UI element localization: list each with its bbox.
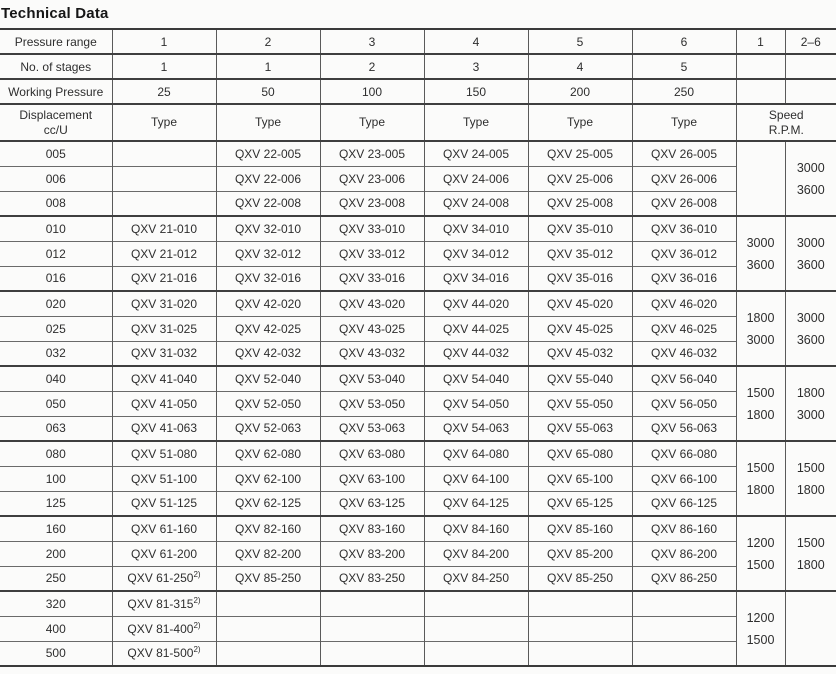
- type-cell: QXV 82-160: [216, 516, 320, 541]
- speed-value: 3600: [796, 257, 825, 272]
- type-cell: QXV 41-063: [112, 416, 216, 441]
- page-title: Technical Data: [1, 5, 109, 22]
- type-cell: QXV 35-010: [528, 216, 632, 241]
- displacement-cell: 320: [0, 591, 112, 616]
- type-header: Type: [424, 104, 528, 141]
- type-cell: QXV 45-025: [528, 316, 632, 341]
- speed-cell-range-2-6: [785, 591, 836, 666]
- speed-value: 3000: [796, 310, 825, 325]
- type-cell: QXV 65-100: [528, 466, 632, 491]
- type-cell: QXV 25-005: [528, 141, 632, 166]
- type-cell: QXV 21-016: [112, 266, 216, 291]
- speed-cell-range-2-6: [785, 441, 836, 516]
- type-cell: [112, 166, 216, 191]
- type-cell: QXV 52-040: [216, 366, 320, 391]
- displacement-cell: 040: [0, 366, 112, 391]
- displacement-unit: cc/U: [43, 122, 68, 137]
- type-header: Type: [632, 104, 736, 141]
- type-cell: QXV 45-020: [528, 291, 632, 316]
- type-cell: QXV 64-100: [424, 466, 528, 491]
- type-cell: [216, 641, 320, 666]
- type-cell: QXV 86-160: [632, 516, 736, 541]
- displacement-cell: 200: [0, 541, 112, 566]
- type-cell: QXV 31-020: [112, 291, 216, 316]
- stages-value: 4: [528, 54, 632, 79]
- type-cell: QXV 26-006: [632, 166, 736, 191]
- type-cell: [424, 616, 528, 641]
- speed-cell-range-1: [736, 216, 785, 291]
- type-cell: QXV 81-400$^{2)}$: [112, 616, 216, 641]
- type-header: Type: [528, 104, 632, 141]
- speed-value: 1500: [746, 385, 775, 400]
- type-cell: QXV 43-020: [320, 291, 424, 316]
- displacement-cell: 400: [0, 616, 112, 641]
- type-cell: QXV 22-008: [216, 191, 320, 216]
- type-cell: QXV 42-020: [216, 291, 320, 316]
- footnote-marker: 2): [193, 570, 201, 580]
- type-cell: QXV 43-032: [320, 341, 424, 366]
- table-row: [0, 391, 836, 416]
- type-cell: [632, 591, 736, 616]
- type-cell: QXV 42-032: [216, 341, 320, 366]
- pressure-range-value: 3: [320, 29, 424, 54]
- type-cell: QXV 63-100: [320, 466, 424, 491]
- type-cell: QXV 65-080: [528, 441, 632, 466]
- type-cell: [112, 191, 216, 216]
- displacement-cell: 008: [0, 191, 112, 216]
- pressure-range-value: 6: [632, 29, 736, 54]
- type-cell: QXV 23-006: [320, 166, 424, 191]
- type-cell: QXV 83-250: [320, 566, 424, 591]
- type-cell: QXV 61-160: [112, 516, 216, 541]
- type-cell: QXV 84-250: [424, 566, 528, 591]
- type-header: Type: [112, 104, 216, 141]
- displacement-cell: 005: [0, 141, 112, 166]
- type-cell: QXV 55-040: [528, 366, 632, 391]
- speed-value: 1200: [746, 610, 775, 625]
- speed-cell-range-2-6: [785, 516, 836, 591]
- technical-data-table: [0, 28, 836, 667]
- row-label-pressure-range: Pressure range: [0, 29, 112, 54]
- working-pressure-value: 25: [112, 79, 216, 104]
- speed-value: 1500: [746, 557, 775, 572]
- type-cell: QXV 41-040: [112, 366, 216, 391]
- table-row: [0, 491, 836, 516]
- type-cell: QXV 66-100: [632, 466, 736, 491]
- type-cell: QXV 85-250: [216, 566, 320, 591]
- type-cell: QXV 36-010: [632, 216, 736, 241]
- type-cell: QXV 56-040: [632, 366, 736, 391]
- type-header: Type: [320, 104, 424, 141]
- type-cell: QXV 46-020: [632, 291, 736, 316]
- type-cell: QXV 82-200: [216, 541, 320, 566]
- table-row: [0, 241, 836, 266]
- type-cell: [424, 591, 528, 616]
- type-cell: QXV 54-063: [424, 416, 528, 441]
- type-cell: QXV 34-012: [424, 241, 528, 266]
- speed-empty-cell: [736, 79, 785, 104]
- speed-cell-range-2-6: [785, 366, 836, 441]
- type-cell: QXV 56-050: [632, 391, 736, 416]
- type-cell: QXV 32-016: [216, 266, 320, 291]
- type-cell: QXV 64-080: [424, 441, 528, 466]
- type-cell: QXV 66-125: [632, 491, 736, 516]
- table-row: [0, 441, 836, 466]
- speed-value: 3000: [796, 235, 825, 250]
- type-cell: QXV 33-016: [320, 266, 424, 291]
- speed-value: 1800: [746, 482, 775, 497]
- footnote-marker: 2): [193, 595, 201, 605]
- type-cell: QXV 33-010: [320, 216, 424, 241]
- speed-cell-range-1: [736, 441, 785, 516]
- displacement-cell: 012: [0, 241, 112, 266]
- type-cell: QXV 34-016: [424, 266, 528, 291]
- row-label-displacement: [0, 104, 112, 141]
- type-cell: QXV 53-050: [320, 391, 424, 416]
- table-row: [0, 216, 836, 241]
- speed-value: 1500: [796, 460, 825, 475]
- type-cell: QXV 63-080: [320, 441, 424, 466]
- speed-value: 3000: [746, 332, 775, 347]
- row-label-stages: No. of stages: [0, 54, 112, 79]
- type-cell: QXV 53-063: [320, 416, 424, 441]
- type-cell: QXV 31-025: [112, 316, 216, 341]
- type-cell: QXV 22-006: [216, 166, 320, 191]
- speed-value: 1800: [746, 407, 775, 422]
- table-row: [0, 266, 836, 291]
- speed-label: Speed: [768, 107, 804, 122]
- catalog-page: [0, 5, 836, 667]
- type-cell: [216, 616, 320, 641]
- speed-empty-cell: [785, 54, 836, 79]
- speed-cell-range-2-6: [785, 291, 836, 366]
- type-cell: QXV 43-025: [320, 316, 424, 341]
- type-cell: [528, 591, 632, 616]
- type-cell: QXV 42-025: [216, 316, 320, 341]
- speed-value: 1500: [746, 460, 775, 475]
- working-pressure-value: 100: [320, 79, 424, 104]
- displacement-cell: 006: [0, 166, 112, 191]
- working-pressure-value: 150: [424, 79, 528, 104]
- type-cell: QXV 81-500$^{2)}$: [112, 641, 216, 666]
- type-cell: QXV 44-025: [424, 316, 528, 341]
- displacement-cell: 250: [0, 566, 112, 591]
- table-body: [0, 141, 836, 666]
- type-cell: QXV 26-008: [632, 191, 736, 216]
- type-cell: [320, 591, 424, 616]
- type-cell: QXV 21-012: [112, 241, 216, 266]
- type-header: Type: [216, 104, 320, 141]
- working-pressure-value: 250: [632, 79, 736, 104]
- displacement-cell: 025: [0, 316, 112, 341]
- type-cell: QXV 52-063: [216, 416, 320, 441]
- displacement-cell: 160: [0, 516, 112, 541]
- speed-value: 1800: [796, 557, 825, 572]
- speed-col-header-2-6: 2–6: [785, 29, 836, 54]
- stages-value: 2: [320, 54, 424, 79]
- type-cell: QXV 66-080: [632, 441, 736, 466]
- displacement-cell: 016: [0, 266, 112, 291]
- type-cell: QXV 36-016: [632, 266, 736, 291]
- pressure-range-value: 5: [528, 29, 632, 54]
- speed-value: 1800: [796, 385, 825, 400]
- speed-value: 1800: [796, 482, 825, 497]
- type-cell: QXV 83-160: [320, 516, 424, 541]
- speed-value: 3000: [796, 160, 825, 175]
- type-cell: QXV 56-063: [632, 416, 736, 441]
- type-cell: QXV 53-040: [320, 366, 424, 391]
- displacement-cell: 100: [0, 466, 112, 491]
- type-cell: QXV 45-032: [528, 341, 632, 366]
- type-cell: QXV 31-032: [112, 341, 216, 366]
- table-row: [0, 541, 836, 566]
- speed-empty-cell: [785, 79, 836, 104]
- type-cell: QXV 32-010: [216, 216, 320, 241]
- type-cell: QXV 62-125: [216, 491, 320, 516]
- table-row: [0, 316, 836, 341]
- type-cell: QXV 33-012: [320, 241, 424, 266]
- type-cell: QXV 23-005: [320, 141, 424, 166]
- type-cell: QXV 36-012: [632, 241, 736, 266]
- table-row: [0, 641, 836, 666]
- speed-cell-range-1: [736, 591, 785, 666]
- displacement-cell: 020: [0, 291, 112, 316]
- speed-value: 3600: [796, 332, 825, 347]
- speed-value: 1500: [796, 535, 825, 550]
- type-cell: QXV 83-200: [320, 541, 424, 566]
- type-cell: QXV 86-200: [632, 541, 736, 566]
- stages-value: 3: [424, 54, 528, 79]
- displacement-cell: 032: [0, 341, 112, 366]
- working-pressure-row: [0, 79, 836, 104]
- speed-col-header-1: 1: [736, 29, 785, 54]
- speed-value: 3600: [746, 257, 775, 272]
- table-row: [0, 366, 836, 391]
- table-header: [0, 29, 836, 141]
- displacement-cell: 125: [0, 491, 112, 516]
- type-cell: QXV 62-100: [216, 466, 320, 491]
- type-cell: [320, 641, 424, 666]
- type-cell: QXV 44-032: [424, 341, 528, 366]
- type-cell: QXV 51-080: [112, 441, 216, 466]
- type-cell: QXV 85-250: [528, 566, 632, 591]
- type-cell: QXV 84-160: [424, 516, 528, 541]
- type-cell: QXV 24-008: [424, 191, 528, 216]
- table-row: [0, 616, 836, 641]
- speed-cell-range-2-6: [785, 141, 836, 216]
- type-cell: QXV 84-200: [424, 541, 528, 566]
- pressure-range-value: 4: [424, 29, 528, 54]
- type-cell: QXV 63-125: [320, 491, 424, 516]
- type-cell: QXV 21-010: [112, 216, 216, 241]
- displacement-cell: 050: [0, 391, 112, 416]
- type-cell: QXV 51-125: [112, 491, 216, 516]
- pressure-range-value: 1: [112, 29, 216, 54]
- displacement-cell: 063: [0, 416, 112, 441]
- type-cell: [112, 141, 216, 166]
- type-cell: [320, 616, 424, 641]
- type-cell: QXV 22-005: [216, 141, 320, 166]
- table-row: [0, 466, 836, 491]
- type-cell: [216, 591, 320, 616]
- table-row: [0, 166, 836, 191]
- working-pressure-value: 50: [216, 79, 320, 104]
- stages-value: 1: [112, 54, 216, 79]
- pressure-range-row: [0, 29, 836, 54]
- displacement-cell: 080: [0, 441, 112, 466]
- table-row: [0, 191, 836, 216]
- type-cell: QXV 85-200: [528, 541, 632, 566]
- table-row: [0, 141, 836, 166]
- speed-cell-range-2-6: [785, 216, 836, 291]
- type-cell: QXV 64-125: [424, 491, 528, 516]
- type-cell: QXV 41-050: [112, 391, 216, 416]
- type-cell: QXV 26-005: [632, 141, 736, 166]
- type-cell: QXV 81-315$^{2)}$: [112, 591, 216, 616]
- rpm-label: R.P.M.: [768, 122, 804, 137]
- table-row: [0, 566, 836, 591]
- type-cell: QXV 46-032: [632, 341, 736, 366]
- type-cell: QXV 24-006: [424, 166, 528, 191]
- type-cell: QXV 54-040: [424, 366, 528, 391]
- type-cell: QXV 61-250$^{2)}$: [112, 566, 216, 591]
- type-cell: QXV 61-200: [112, 541, 216, 566]
- table-row: [0, 291, 836, 316]
- type-cell: QXV 85-160: [528, 516, 632, 541]
- type-cell: [528, 641, 632, 666]
- speed-cell-range-1: [736, 516, 785, 591]
- table-row: [0, 516, 836, 541]
- type-cell: QXV 51-100: [112, 466, 216, 491]
- type-cell: QXV 23-008: [320, 191, 424, 216]
- speed-empty-cell: [736, 54, 785, 79]
- type-cell: QXV 52-050: [216, 391, 320, 416]
- speed-cell-range-1: [736, 366, 785, 441]
- speed-value: 3000: [746, 235, 775, 250]
- speed-cell-range-1: [736, 291, 785, 366]
- type-cell: QXV 62-080: [216, 441, 320, 466]
- type-cell: QXV 32-012: [216, 241, 320, 266]
- stages-value: 5: [632, 54, 736, 79]
- type-cell: [632, 641, 736, 666]
- type-cell: [424, 641, 528, 666]
- type-cell: QXV 55-050: [528, 391, 632, 416]
- row-label-working-pressure: Working Pressure: [0, 79, 112, 104]
- displacement-header-row: [0, 104, 836, 141]
- type-cell: [528, 616, 632, 641]
- type-cell: QXV 55-063: [528, 416, 632, 441]
- type-cell: QXV 34-010: [424, 216, 528, 241]
- displacement-cell: 010: [0, 216, 112, 241]
- table-row: [0, 416, 836, 441]
- type-cell: [632, 616, 736, 641]
- table-row: [0, 341, 836, 366]
- speed-value: 1200: [746, 535, 775, 550]
- footnote-marker: 2): [193, 645, 201, 655]
- stages-value: 1: [216, 54, 320, 79]
- type-cell: QXV 46-025: [632, 316, 736, 341]
- type-cell: QXV 35-012: [528, 241, 632, 266]
- speed-value: 3600: [796, 182, 825, 197]
- displacement-cell: 500: [0, 641, 112, 666]
- displacement-label: Displacement: [19, 107, 93, 122]
- pressure-range-value: 2: [216, 29, 320, 54]
- type-cell: QXV 25-008: [528, 191, 632, 216]
- type-cell: QXV 65-125: [528, 491, 632, 516]
- type-cell: QXV 54-050: [424, 391, 528, 416]
- speed-rpm-header: [736, 104, 836, 141]
- type-cell: QXV 35-016: [528, 266, 632, 291]
- speed-value: 1500: [746, 632, 775, 647]
- type-cell: QXV 44-020: [424, 291, 528, 316]
- type-cell: QXV 24-005: [424, 141, 528, 166]
- speed-cell-range-1: [736, 141, 785, 216]
- speed-value: 1800: [746, 310, 775, 325]
- type-cell: QXV 86-250: [632, 566, 736, 591]
- footnote-marker: 2): [193, 620, 201, 630]
- stages-row: [0, 54, 836, 79]
- speed-value: 3000: [796, 407, 825, 422]
- working-pressure-value: 200: [528, 79, 632, 104]
- type-cell: QXV 25-006: [528, 166, 632, 191]
- table-row: [0, 591, 836, 616]
